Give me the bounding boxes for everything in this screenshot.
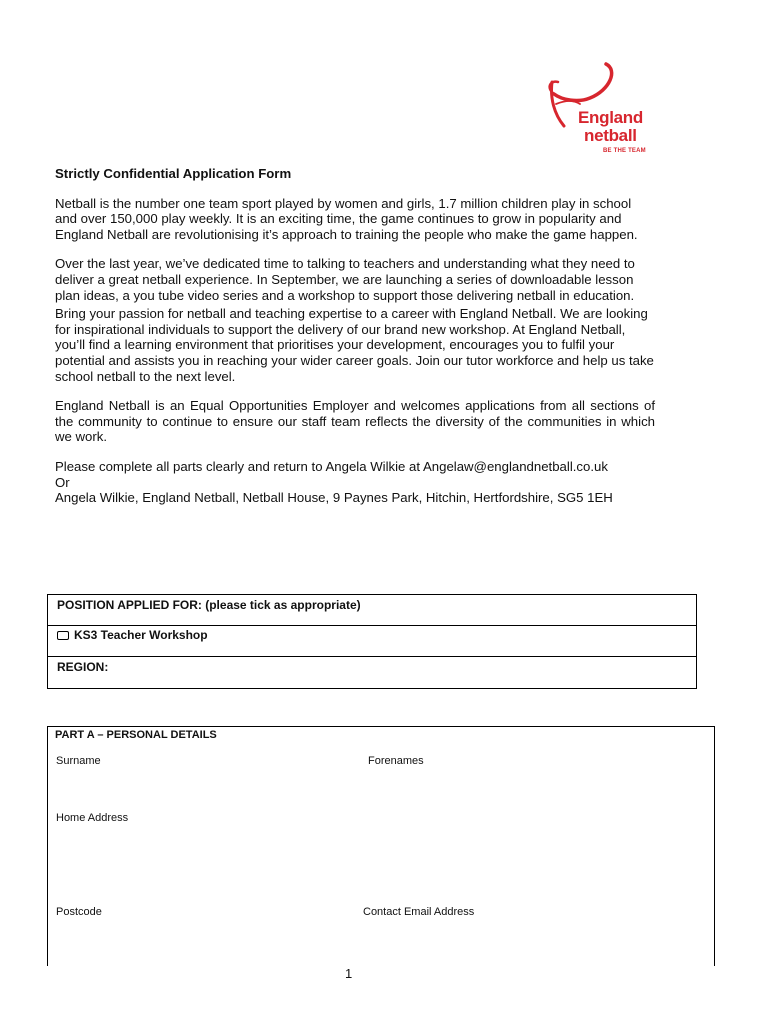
email-field-label[interactable]: Contact Email Address (363, 906, 475, 918)
region-field[interactable]: REGION: (57, 660, 109, 674)
page-title: Strictly Confidential Application Form (55, 166, 292, 181)
position-header: POSITION APPLIED FOR: (please tick as appropriate) (48, 595, 696, 626)
home-address-field-label[interactable]: Home Address (56, 812, 129, 824)
return-instructions (55, 459, 655, 506)
postcode-field-label[interactable]: Postcode (56, 906, 102, 918)
part-a-personal-details (47, 726, 715, 966)
paragraph-passion: Bring your passion for netball and teaching expertise to a career with England Netball. We are looking for inspirational individuals to support the delivery of our brand new workshop. At England Netball, you’ll find a learning environment that prioritises your development, encourages you to fulfil your potential and assists you in reaching your wider career goals. Join our tutor workforce and help us take school netball to the next level. (55, 306, 654, 384)
paragraph-last-year: Over the last year, we’ve dedicated time to talking to teachers and understanding what they need to deliver a great netball experience. In September, we are launching a series of downloadable lesson plan ideas, a you tube video series and a workshop to support those delivering netball in education. (55, 256, 635, 303)
return-or: Or (55, 474, 70, 490)
position-option-row[interactable] (48, 626, 696, 657)
return-line: Please complete all parts clearly and return to Angela Wilkie at Angelaw@englandnetball.co.uk (55, 458, 608, 474)
logo-word-netball: netball (584, 126, 637, 145)
position-applied-box (47, 594, 697, 689)
intro-content (55, 166, 655, 506)
page-number: 1 (345, 966, 353, 981)
return-address: Angela Wilkie, England Netball, Netball House, 9 Paynes Park, Hitchin, Hertfordshire, SG5 1EH (55, 490, 613, 506)
paragraph-equal-opportunities: England Netball is an Equal Opportunities Employer and welcomes applications from all sections of the community to continue to ensure our staff team reflects the diversity of the communities in which we work. (55, 398, 655, 445)
part-a-title: PART A – PERSONAL DETAILS (55, 729, 217, 741)
ks3-checkbox[interactable] (57, 631, 69, 640)
paragraph-intro: Netball is the number one team sport played by women and girls, 1.7 million children play in school and over 150,000 play weekly. It is an exciting time, the game continues to grow in popularity and England Netball are revolutionising it’s approach to training the people who make the game happen. (55, 195, 638, 242)
logo-word-england: England (578, 108, 643, 127)
logo-tagline: BE THE TEAM (603, 148, 646, 154)
forenames-field-label[interactable]: Forenames (368, 755, 424, 767)
england-netball-logo (540, 60, 660, 160)
surname-field-label[interactable]: Surname (56, 755, 101, 767)
position-option-label: KS3 Teacher Workshop (74, 628, 208, 642)
